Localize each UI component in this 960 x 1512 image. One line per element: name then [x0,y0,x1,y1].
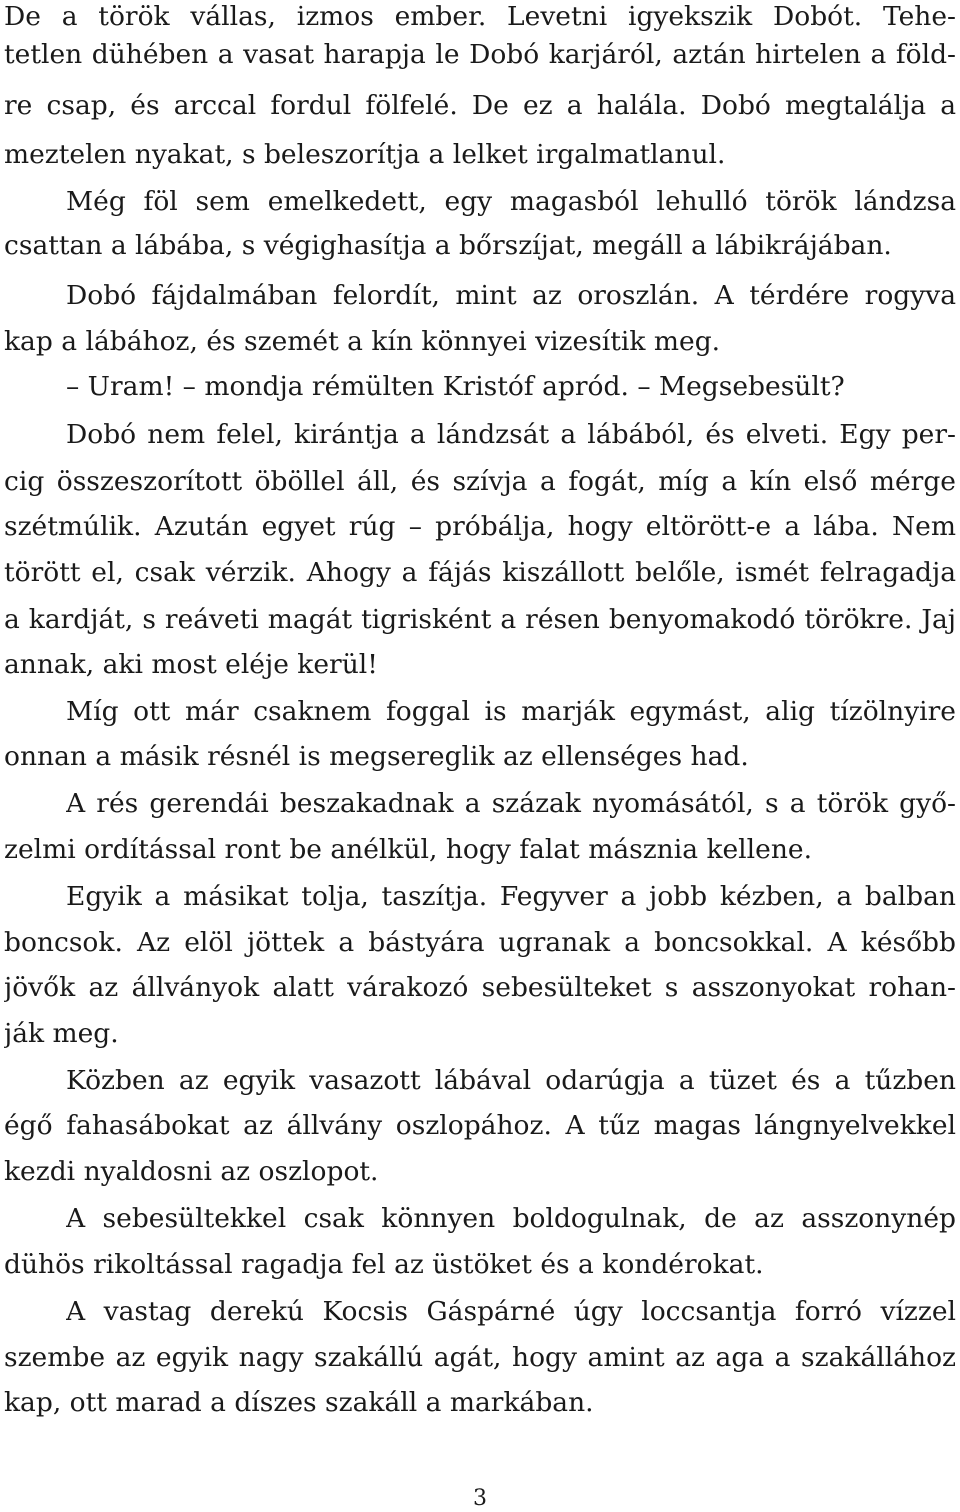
text-line: – Uram! – mondja rémülten Kristóf apród. – Megsebesült? [66,371,845,402]
text-line: boncsok. Az elöl jöttek a bástyára ugranak a boncsokkal. A később [4,927,956,958]
text-line: cig összeszorított öböllel áll, és szívja a fogát, míg a kín első mérge [4,466,956,497]
text-line: A rés gerendái beszakadnak a százak nyomásától, s a török győ- [66,788,956,819]
text-line: tetlen dühében a vasat harapja le Dobó karjáról, aztán hirtelen a föld- [4,39,956,70]
text-line: A sebesültekkel csak könnyen boldogulnak, de az asszonynép [66,1203,956,1234]
text-line: onnan a másik résnél is megsereglik az ellenséges had. [4,741,749,772]
text-line: jövők az állványok alatt várakozó sebesülteket s asszonyokat rohan- [4,972,956,1003]
text-line: a kardját, s reáveti magát tigrisként a résen benyomakodó törökre. Jaj [4,604,956,635]
text-line: De a török vállas, izmos ember. Levetni igyekszik Dobót. Tehe- [4,1,956,32]
text-line: ják meg. [4,1018,119,1049]
text-line: Még föl sem emelkedett, egy magasból lehulló török lándzsa [66,186,956,217]
page-number: 3 [473,1486,487,1511]
text-line: szétmúlik. Azután egyet rúg – próbálja, hogy eltörött-e a lába. Nem [4,511,956,542]
text-line: re csap, és arccal fordul fölfelé. De ez a halála. Dobó megtalálja a [4,90,956,121]
text-line: meztelen nyakat, s beleszorítja a lelket irgalmatlanul. [4,139,726,170]
text-line: kap a lábához, és szemét a kín könnyei vizesítik meg. [4,326,721,357]
text-line: szembe az egyik nagy szakállú agát, hogy amint az aga a szakállához [4,1342,956,1373]
text-line: dühös rikoltással ragadja fel az üstöket és a kondérokat. [4,1249,764,1280]
text-line: törött el, csak vérzik. Ahogy a fájás kiszállott belőle, ismét felragadja [4,557,956,588]
text-line: annak, aki most eléje kerül! [4,649,378,680]
text-line: A vastag derekú Kocsis Gáspárné úgy loccsantja forró vízzel [66,1296,956,1327]
text-line: kezdi nyaldosni az oszlopot. [4,1156,379,1187]
text-line: Dobó fájdalmában felordít, mint az oroszlán. A térdére rogyva [66,280,956,311]
text-line: kap, ott marad a díszes szakáll a markában. [4,1387,594,1418]
text-line: Dobó nem felel, kirántja a lándzsát a lábából, és elveti. Egy per- [66,419,956,450]
text-line: Közben az egyik vasazott lábával odarúgja a tüzet és a tűzben [66,1065,956,1096]
text-line: Egyik a másikat tolja, taszítja. Fegyver a jobb kézben, a balban [66,881,956,912]
text-line: Míg ott már csaknem foggal is marják egymást, alig tízölnyire [66,696,956,727]
text-line: égő fahasábokat az állvány oszlopához. A tűz magas lángnyelvekkel [4,1110,956,1141]
text-line: zelmi ordítással ront be anélkül, hogy falat másznia kellene. [4,834,812,865]
text-line: csattan a lábába, s végighasítja a bőrszíjat, megáll a lábikrájában. [4,230,892,261]
